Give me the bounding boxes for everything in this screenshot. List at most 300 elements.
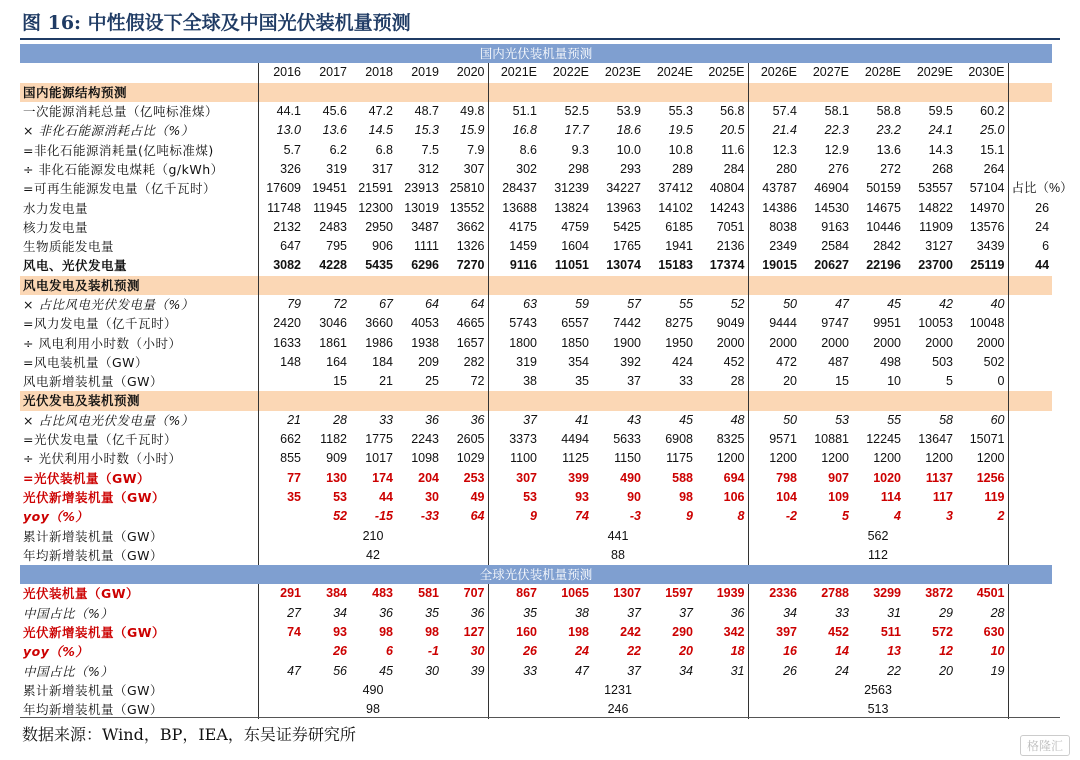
table-cell: 17374: [696, 256, 748, 275]
table-cell: 52: [333, 509, 347, 524]
table-cell: 647: [280, 239, 301, 254]
table-cell: 3662: [442, 218, 488, 237]
row-label: × 非化石能源消耗占比（%）: [20, 121, 258, 140]
table-cell: 498: [880, 354, 901, 369]
table-cell: 53: [333, 489, 347, 504]
table-cell: 289: [672, 161, 693, 176]
table-cell: 3127: [925, 239, 953, 254]
year-header-2025E: 2025E: [696, 63, 748, 82]
table-cell: [258, 507, 304, 526]
table-cell: 93: [575, 489, 589, 504]
share-cell: [1008, 642, 1052, 661]
table-cell: 37: [679, 605, 693, 620]
table-cell: 56.8: [696, 102, 748, 121]
table-cell: 15071: [956, 430, 1008, 449]
table-cell: 384: [326, 586, 347, 601]
table-cell: 59.5: [928, 104, 953, 119]
table-cell: 98: [379, 625, 393, 640]
table-cell: 72: [333, 297, 347, 311]
share-cell: [1008, 333, 1052, 352]
table-cell: 7.9: [442, 140, 488, 159]
section-cell: [696, 276, 748, 295]
table-cell: 25.0: [956, 121, 1008, 140]
row-label: =光伏发电量（亿千瓦时）: [20, 430, 258, 449]
table-cell: 48: [696, 411, 748, 430]
table-cell: 58: [939, 412, 953, 427]
table-row: [20, 411, 1052, 430]
table-row: [20, 604, 1052, 623]
table-row: [20, 218, 1052, 237]
section-cell: [1008, 276, 1052, 295]
table-cell: 14970: [956, 198, 1008, 217]
table-cell: 12.3: [772, 142, 797, 157]
table-cell: 581: [418, 586, 439, 601]
table-cell: 28: [696, 372, 748, 391]
table-cell: 47.2: [368, 104, 393, 119]
section-cell: [852, 391, 904, 410]
table-cell: 907: [828, 470, 849, 485]
table-row: [20, 179, 1052, 198]
table-cell: [258, 372, 304, 391]
table-cell: 7.5: [421, 142, 439, 157]
table-cell: 14822: [918, 200, 953, 215]
table-cell: -33: [420, 509, 439, 524]
table-cell: 42: [939, 297, 953, 311]
table-cell: 37412: [658, 181, 693, 196]
table-cell: 43787: [762, 181, 797, 196]
table-cell: 148: [280, 354, 301, 369]
table-row: [20, 488, 1052, 507]
table-cell: 30: [425, 663, 439, 678]
table-cell: 272: [880, 161, 901, 176]
row-label: 风电发电及装机预测: [20, 276, 258, 295]
table-cell: 17609: [266, 181, 301, 196]
table-cell: 1065: [561, 586, 589, 601]
table-cell: 4053: [411, 316, 439, 331]
table-cell: 36: [425, 412, 439, 427]
table-row: [20, 160, 1052, 179]
section-header-row: [20, 83, 1052, 102]
span-value: 42: [258, 546, 488, 565]
share-cell: [1008, 430, 1052, 449]
table-cell: 49.8: [442, 102, 488, 121]
row-label: 光伏新增装机量（GW）: [20, 488, 258, 507]
table-cell: 37: [627, 374, 641, 389]
year-header-2018: 2018: [365, 65, 393, 80]
table-cell: 24: [835, 663, 849, 678]
table-cell: 4665: [442, 314, 488, 333]
table-cell: 490: [620, 470, 641, 485]
table-cell: 9444: [769, 316, 797, 331]
table-cell: 21: [287, 412, 301, 427]
table-cell: 10881: [814, 432, 849, 447]
section-cell: [304, 391, 350, 410]
row-label: 国内能源结构预测: [20, 83, 258, 102]
table-cell: 36: [442, 604, 488, 623]
table-cell: 798: [776, 470, 797, 485]
table-cell: 24.1: [928, 123, 953, 138]
table-cell: 1182: [320, 432, 347, 447]
table-cell: 127: [442, 623, 488, 642]
table-cell: 10053: [918, 316, 953, 331]
table-cell: 93: [333, 625, 347, 640]
section-title-domestic: 国内光伏装机量预测: [20, 44, 1052, 63]
table-cell: 8.6: [519, 142, 537, 157]
table-cell: 13552: [442, 198, 488, 217]
table-cell: 1111: [413, 239, 439, 254]
share-cell: [1008, 372, 1052, 391]
table-cell: 424: [672, 354, 693, 369]
table-cell: 1029: [442, 449, 488, 468]
span-value: 98: [258, 700, 488, 719]
table-cell: 15: [333, 374, 347, 389]
table-row: [20, 507, 1052, 526]
table-cell: 342: [696, 623, 748, 642]
table-cell: 2842: [873, 239, 901, 254]
table-cell: 35: [575, 374, 589, 389]
row-label: =风力发电量（亿千瓦时）: [20, 314, 258, 333]
section-band-global: [20, 565, 1052, 584]
table-cell: 9: [530, 509, 537, 524]
table-cell: 9.3: [571, 142, 589, 157]
section-cell: [396, 391, 442, 410]
table-cell: 6.8: [375, 142, 393, 157]
table-cell: 37: [627, 605, 641, 620]
table-cell: 8325: [696, 430, 748, 449]
table-cell: 7270: [442, 256, 488, 275]
table-cell: 63: [523, 297, 537, 311]
row-label: 光伏新增装机量（GW）: [20, 623, 258, 642]
section-cell: [904, 276, 956, 295]
section-cell: [592, 391, 644, 410]
share-cell: [1008, 488, 1052, 507]
table-cell: 55: [679, 297, 693, 311]
table-cell: 57104: [956, 179, 1008, 198]
table-cell: 1017: [365, 451, 393, 466]
table-cell: 1633: [273, 335, 301, 350]
table-cell: 2605: [442, 430, 488, 449]
bottom-rule: [20, 717, 1060, 718]
table-cell: 503: [932, 354, 953, 369]
table-cell: 694: [696, 469, 748, 488]
table-cell: 1307: [613, 586, 641, 601]
table-cell: 11748: [267, 200, 301, 215]
table-cell: 253: [442, 469, 488, 488]
table-cell: 164: [326, 354, 347, 369]
table-cell: 9571: [769, 432, 797, 447]
row-label: 光伏发电及装机预测: [20, 391, 258, 410]
table-cell: 23.2: [876, 123, 901, 138]
table-cell: 31: [887, 605, 901, 620]
share-cell: [1008, 411, 1052, 430]
table-cell: 2000: [696, 333, 748, 352]
table-cell: 2349: [769, 239, 797, 254]
year-header-2028E: 2028E: [864, 65, 901, 80]
table-cell: 19: [956, 662, 1008, 681]
year-header-2023E: 2023E: [604, 65, 641, 80]
table-cell: 10446: [866, 219, 901, 234]
section-cell: [904, 391, 956, 410]
row-label: 风电、光伏发电量: [20, 256, 258, 275]
table-cell: 35: [523, 605, 537, 620]
table-cell: 15183: [658, 258, 693, 273]
table-cell: 392: [620, 354, 641, 369]
section-cell: [852, 83, 904, 102]
table-cell: 483: [372, 586, 393, 601]
table-cell: 47: [287, 663, 301, 678]
table-cell: 3299: [873, 586, 901, 601]
section-cell: [748, 276, 800, 295]
table-cell: 74: [287, 625, 301, 640]
table-cell: 1938: [411, 335, 439, 350]
table-cell: 1657: [442, 333, 488, 352]
share-cell: [1008, 295, 1052, 314]
share-cell: [1008, 140, 1052, 159]
table-cell: 20.5: [696, 121, 748, 140]
table-cell: 29: [939, 605, 953, 620]
row-label: =非化石能源消耗量(亿吨标准煤): [20, 140, 258, 159]
row-label: 生物质能发电量: [20, 237, 258, 256]
table-cell: 64: [442, 507, 488, 526]
share-cell: [1008, 584, 1052, 603]
table-cell: 630: [956, 623, 1008, 642]
table-cell: 12: [939, 644, 953, 659]
section-cell: [442, 276, 488, 295]
table-cell: 13074: [606, 258, 641, 273]
table-cell: 34: [783, 605, 797, 620]
span-value: 210: [258, 526, 488, 545]
table-cell: 276: [828, 161, 849, 176]
table-cell: 280: [776, 161, 797, 176]
table-cell: 25810: [442, 179, 488, 198]
year-header-2017: 2017: [319, 65, 347, 80]
row-label: yoy（%）: [20, 507, 258, 526]
row-label: 累计新增装机量（GW）: [20, 681, 258, 700]
table-cell: 8: [696, 507, 748, 526]
table-cell: 15.1: [956, 140, 1008, 159]
row-label: =可再生能源发电量（亿千瓦时）: [20, 179, 258, 198]
table-cell: 40804: [696, 179, 748, 198]
share-cell: [1008, 526, 1052, 545]
table-cell: 21.4: [772, 123, 797, 138]
table-cell: 1850: [561, 335, 589, 350]
table-cell: 56: [333, 663, 347, 678]
table-cell: 130: [326, 470, 347, 485]
table-cell: 38: [575, 605, 589, 620]
table-row: [20, 295, 1052, 314]
table-cell: 22.3: [824, 123, 849, 138]
table-cell: 242: [620, 625, 641, 640]
table-cell: 58.8: [876, 104, 901, 119]
table-cell: 22196: [866, 258, 901, 273]
table-row: [20, 140, 1052, 159]
table-cell: 5633: [613, 432, 641, 447]
table-cell: 3046: [319, 316, 347, 331]
table-cell: 3373: [509, 432, 537, 447]
table-cell: 4501: [956, 584, 1008, 603]
table-cell: 2584: [821, 239, 849, 254]
table-cell: 11.6: [696, 140, 748, 159]
table-cell: 36: [379, 605, 393, 620]
table-cell: 4: [894, 509, 901, 524]
year-header-2030E: 2030E: [956, 63, 1008, 82]
table-cell: 39: [442, 662, 488, 681]
table-cell: 98: [425, 625, 439, 640]
share-cell: [1008, 604, 1052, 623]
table-cell: 855: [280, 451, 301, 466]
table-cell: 4228: [319, 258, 347, 273]
table-cell: 307: [516, 470, 537, 485]
share-cell: 24: [1035, 219, 1050, 234]
year-header-blank: [20, 63, 258, 82]
table-cell: -15: [374, 509, 393, 524]
share-cell: 44: [1035, 258, 1050, 273]
table-cell: 34: [679, 663, 693, 678]
table-cell: 44: [379, 489, 393, 504]
table-cell: 1861: [319, 335, 347, 350]
table-cell: 307: [442, 160, 488, 179]
table-cell: 7442: [613, 316, 641, 331]
table-cell: 27: [287, 605, 301, 620]
section-cell: [696, 391, 748, 410]
section-cell: [592, 276, 644, 295]
share-cell: [1008, 623, 1052, 642]
table-cell: 5.7: [283, 142, 301, 157]
table-cell: 34: [333, 605, 347, 620]
table-cell: 45: [679, 412, 693, 427]
row-label: × 占比风电光伏发电量（%）: [20, 411, 258, 430]
table-cell: 10: [887, 374, 901, 389]
table-cell: 8038: [769, 219, 797, 234]
table-cell: 59: [575, 297, 589, 311]
table-cell: 57: [627, 297, 641, 311]
section-cell: [1008, 391, 1052, 410]
table-cell: 119: [956, 488, 1008, 507]
table-cell: 298: [568, 161, 589, 176]
table-cell: 472: [776, 354, 797, 369]
title-rule: [20, 38, 1060, 40]
table-cell: 282: [442, 353, 488, 372]
row-label: 年均新增装机量（GW）: [20, 546, 258, 565]
section-cell: [956, 391, 1008, 410]
section-cell: [644, 83, 696, 102]
table-cell: 1326: [442, 237, 488, 256]
row-label: ÷ 风电利用小时数（小时）: [20, 333, 258, 352]
year-header-2027E: 2027E: [812, 65, 849, 80]
table-cell: 10.0: [616, 142, 641, 157]
table-cell: 28: [333, 412, 347, 427]
table-cell: 2000: [925, 335, 953, 350]
section-cell: [350, 276, 396, 295]
table-cell: 52: [696, 295, 748, 314]
watermark-logo: 格隆汇: [1020, 735, 1070, 756]
table-cell: 12245: [866, 432, 901, 447]
table-cell: 1137: [925, 470, 953, 485]
section-cell: [304, 276, 350, 295]
table-cell: 291: [280, 586, 301, 601]
row-label: 核力发电量: [20, 218, 258, 237]
table-cell: 452: [696, 353, 748, 372]
table-cell: 10.8: [668, 142, 693, 157]
table-cell: 4175: [509, 219, 537, 234]
table-cell: 9747: [821, 316, 849, 331]
section-header-row: [20, 391, 1052, 410]
table-cell: 19451: [312, 181, 347, 196]
table-cell: 117: [932, 489, 953, 504]
table-row: [20, 662, 1052, 681]
table-cell: 11945: [313, 200, 347, 215]
section-cell: [1008, 83, 1052, 102]
table-cell: 3487: [411, 219, 439, 234]
table-cell: 10048: [956, 314, 1008, 333]
table-cell: 64: [442, 295, 488, 314]
table-cell: 106: [696, 488, 748, 507]
section-cell: [396, 83, 442, 102]
table-cell: 30: [425, 489, 439, 504]
row-label: 光伏装机量（GW）: [20, 584, 258, 603]
table-cell: 38: [523, 374, 537, 389]
table-row: [20, 546, 1052, 565]
table-cell: 55.3: [668, 104, 693, 119]
table-cell: 1200: [696, 449, 748, 468]
table-cell: 50159: [866, 181, 901, 196]
table-cell: 20: [679, 644, 693, 659]
section-cell: [644, 391, 696, 410]
table-cell: 1256: [956, 469, 1008, 488]
year-header-2019: 2019: [411, 65, 439, 80]
table-cell: 2000: [769, 335, 797, 350]
table-cell: 6: [386, 644, 393, 659]
section-cell: [592, 83, 644, 102]
table-cell: 13.6: [322, 123, 347, 138]
span-value: 88: [488, 546, 748, 565]
table-cell: 9049: [696, 314, 748, 333]
table-cell: 53.9: [616, 104, 641, 119]
span-value: 490: [258, 681, 488, 700]
table-cell: 3082: [273, 258, 301, 273]
table-cell: 41: [575, 412, 589, 427]
table-cell: 15.3: [414, 123, 439, 138]
table-cell: 7051: [696, 218, 748, 237]
row-label: =风电装机量（GW）: [20, 353, 258, 372]
row-label: 中国占比（%）: [20, 604, 258, 623]
table-cell: 2950: [365, 219, 393, 234]
table-cell: 14.3: [928, 142, 953, 157]
table-row: [20, 623, 1052, 642]
table-cell: 20: [939, 663, 953, 678]
section-cell: [488, 83, 540, 102]
year-header-2016: 2016: [273, 65, 301, 80]
table-row: [20, 681, 1052, 700]
share-cell: 6: [1042, 239, 1050, 254]
table-cell: 6908: [665, 432, 693, 447]
table-cell: 1200: [873, 451, 901, 466]
table-cell: 15: [835, 374, 849, 389]
table-cell: 198: [568, 625, 589, 640]
table-cell: 45.6: [322, 104, 347, 119]
share-cell: [1008, 449, 1052, 468]
table-cell: 11909: [919, 219, 953, 234]
section-cell: [696, 83, 748, 102]
row-label: 风电新增装机量（GW）: [20, 372, 258, 391]
table-cell: 317: [372, 161, 393, 176]
year-header-row: [20, 63, 1052, 82]
share-cell: [1008, 353, 1052, 372]
table-cell: 55: [887, 412, 901, 427]
table-cell: 6185: [665, 219, 693, 234]
table-cell: 20627: [814, 258, 849, 273]
section-band-domestic: [20, 44, 1052, 63]
